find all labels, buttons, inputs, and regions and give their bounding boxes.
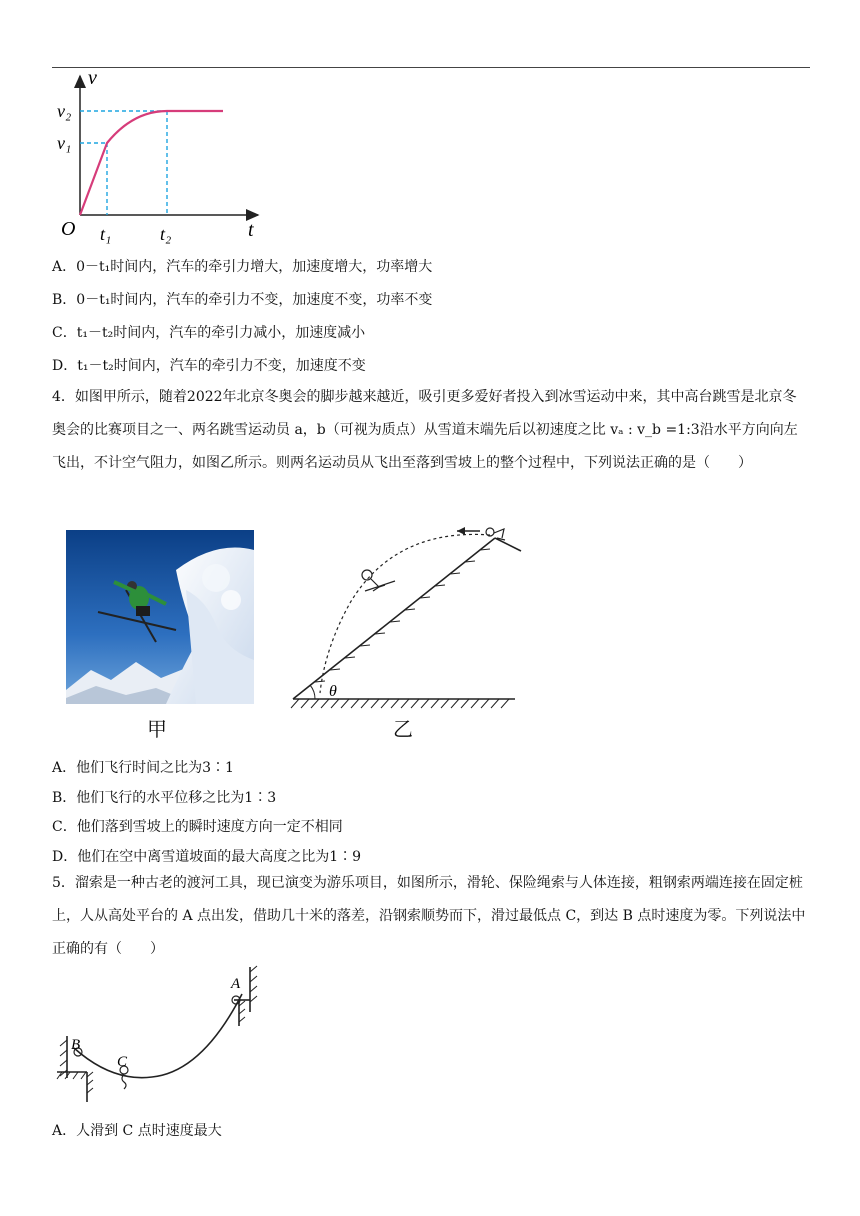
q4-option-c: C．他们落到雪坡上的瞬时速度方向一定不相同 [52,819,343,835]
theta-label: θ [329,683,337,700]
vt-graph [55,70,270,245]
q4-option-b: B．他们飞行的水平位移之比为1∶3 [52,790,277,806]
point-a-label: A [231,976,241,992]
header-rule-left [52,67,272,68]
q3-option-a: A．0－t₁时间内，汽车的牵引力增大，加速度增大，功率增大 [52,259,433,275]
q5-stem: 5．溜索是一种古老的渡河工具，现已演变为游乐项目，如图所示，滑轮、保险绳索与人体连接，粗钢索两端连接在固定桩上，人从高处平台的 A 点出发，借助几十米的落差，沿钢索顺势而下，滑过最低点 C，到达 B 点时速度为零。下列说法中正确的有（ ） [52,875,806,957]
zipline-diagram [52,962,267,1112]
t-axis-label: t [248,219,254,241]
velocity-curve [80,111,223,215]
figure-caption-jia: 甲 [147,717,167,741]
q4-stem: 4．如图甲所示，随着2022年北京冬奥会的脚步越来越近，吸引更多爱好者投入到冰雪运动中来，其中高台跳雪是北京冬奥会的比赛项目之一、两名跳雪运动员 a，b（可视为质点）从雪道末端先后以初速度之比 vₐ : v_b =1:3沿水平方向向左飞出，不计空气阻力，如图乙所示。则两名运动员从飞出至落到雪坡上的整个过程中，下列说法正确的是（ ） [52,389,798,471]
q5-option-a: A．人滑到 C 点时速度最大 [52,1123,222,1139]
cable [74,994,242,1078]
v2-label: v₂ [57,101,72,121]
trajectory [320,534,490,693]
origin-label: O [61,218,76,240]
t2-label: t₂ [160,224,172,244]
v1-label: v₁ [57,133,72,153]
slope-hatching [315,549,490,682]
header-rule-right [270,67,810,68]
point-c-label: C [117,1054,128,1070]
point-b-label: B [71,1037,81,1053]
figure-caption-yi: 乙 [393,717,413,741]
ground-hatching [291,699,509,708]
ski-slope-diagram [285,518,525,713]
q4-option-d: D．他们在空中离雪道坡面的最大高度之比为1∶9 [52,849,362,865]
angle-arc [310,685,315,699]
ski-jump-photo [66,530,254,704]
q4-option-a: A．他们飞行时间之比为3∶1 [52,760,234,776]
q3-option-d: D．t₁－t₂时间内，汽车的牵引力不变，加速度不变 [52,358,366,374]
skier-mid-head [362,570,372,580]
t1-label: t₁ [100,224,112,244]
v-axis-label: v [88,70,97,89]
q3-option-b: B．0－t₁时间内，汽车的牵引力不变，加速度不变，功率不变 [52,292,433,308]
q3-option-c: C．t₁－t₂时间内，汽车的牵引力减小，加速度减小 [52,325,366,341]
